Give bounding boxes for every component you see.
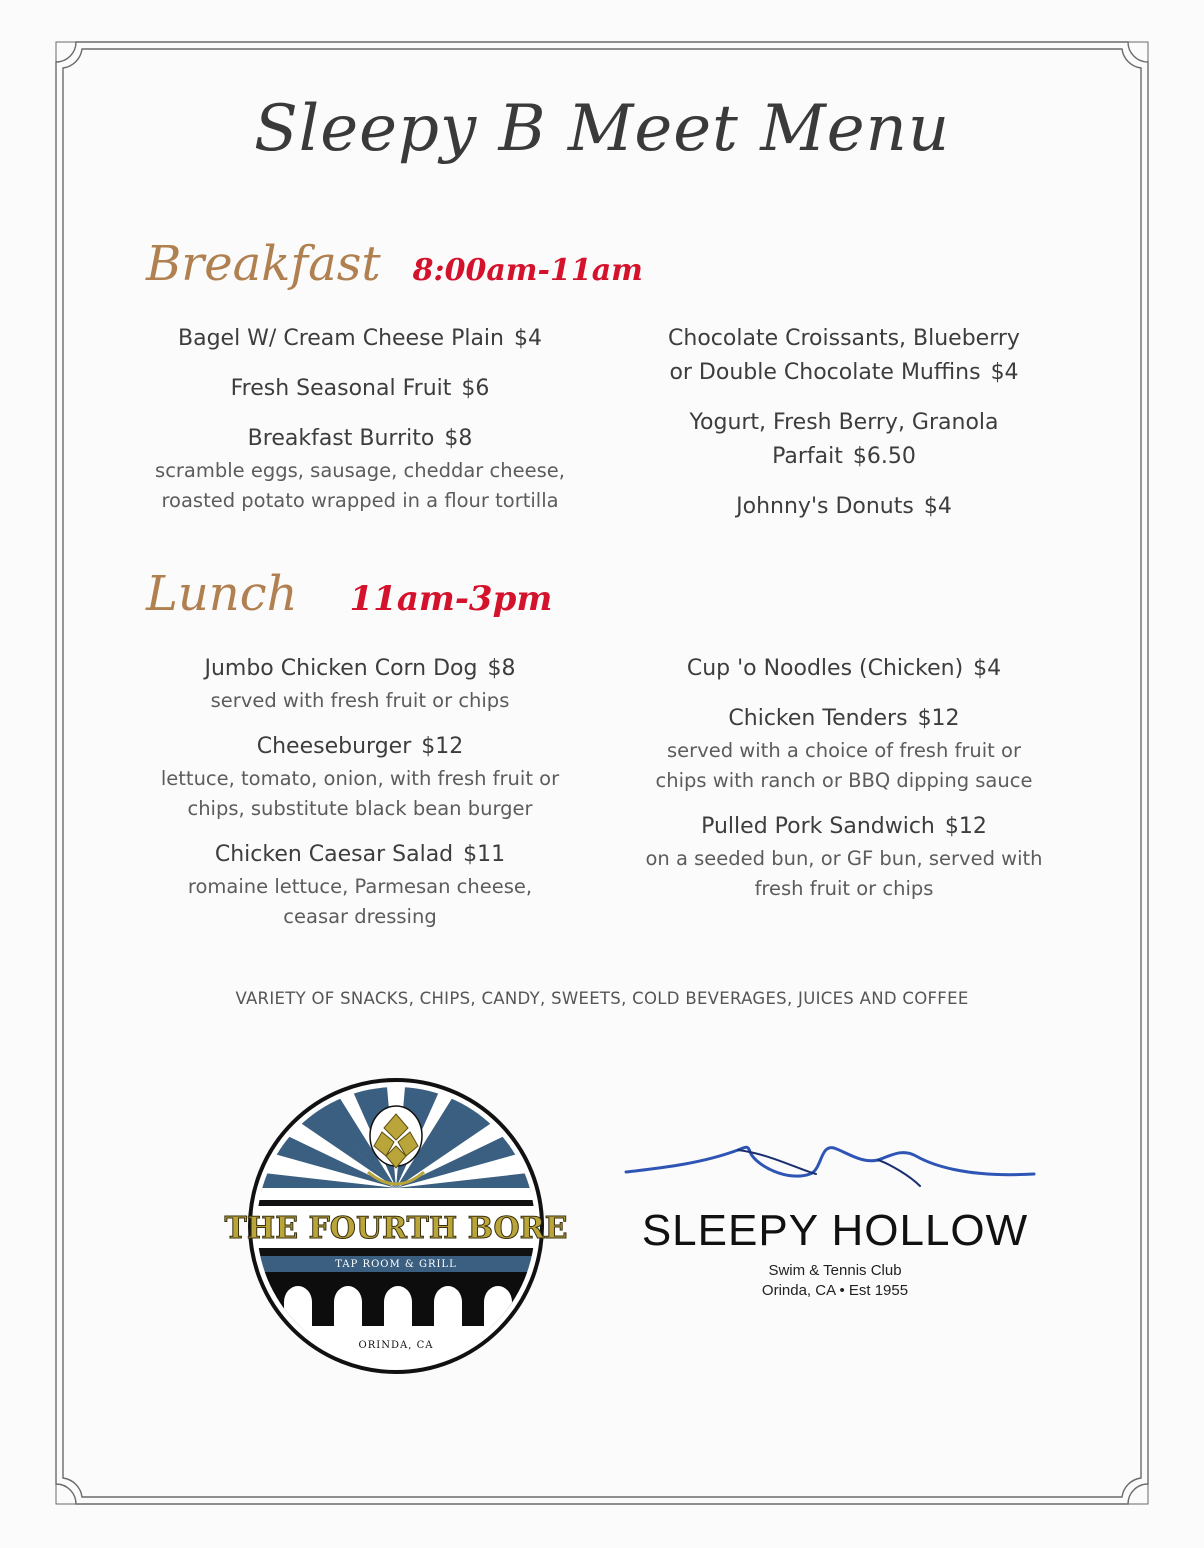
- item-price: $4: [990, 360, 1019, 385]
- item-price: $11: [463, 842, 506, 867]
- menu-item: [604, 652, 1084, 686]
- fourth-bore-tagline: TAP ROOM & GRILL: [335, 1259, 457, 1270]
- item-description: fresh fruit or chips: [754, 877, 934, 900]
- breakfast-header: [146, 236, 643, 292]
- lunch-title: Lunch: [146, 566, 298, 622]
- menu-item: [604, 322, 1084, 390]
- lunch-right-column: [604, 652, 1084, 918]
- item-name: or Double Chocolate Muffins: [669, 360, 981, 385]
- menu-title: Sleepy B Meet Menu: [253, 92, 951, 166]
- item-description: on a seeded bun, or GF bun, served with: [645, 847, 1043, 870]
- menu-item: [120, 422, 600, 516]
- item-price: $6.50: [852, 444, 916, 469]
- item-description: chips, substitute black bean burger: [187, 797, 533, 820]
- menu-item: [120, 838, 600, 932]
- menu-item: [604, 406, 1084, 474]
- menu-item: [120, 372, 600, 406]
- item-name: Parfait: [772, 444, 843, 469]
- item-price: $12: [421, 734, 464, 759]
- menu-item: [604, 490, 1084, 524]
- item-price: $12: [917, 706, 960, 731]
- item-description: chips with ranch or BBQ dipping sauce: [655, 769, 1033, 792]
- fourth-bore-location: ORINDA, CA: [358, 1340, 434, 1351]
- item-name: Chicken Caesar Salad: [214, 842, 454, 867]
- sleepy-hollow-subtitle: Swim & Tennis Club: [768, 1262, 902, 1279]
- item-description: ceasar dressing: [283, 905, 437, 928]
- fourth-bore-name: THE FOURTH BORE: [224, 1211, 568, 1246]
- snacks-note: VARIETY OF SNACKS, CHIPS, CANDY, SWEETS, COLD BEVERAGES, JUICES AND COFFEE: [235, 989, 969, 1008]
- item-name: Yogurt, Fresh Berry, Granola: [689, 410, 999, 435]
- item-name: Breakfast Burrito: [247, 426, 435, 451]
- breakfast-left-column: [120, 322, 600, 530]
- breakfast-title: Breakfast: [146, 236, 381, 292]
- item-name: Cheeseburger: [256, 734, 412, 759]
- item-name: Cup 'o Noodles (Chicken): [686, 656, 964, 681]
- item-description: served with a choice of fresh fruit or: [667, 739, 1021, 762]
- item-price: $4: [513, 326, 542, 351]
- item-description: lettuce, tomato, onion, with fresh fruit or: [160, 767, 560, 790]
- item-description: roasted potato wrapped in a flour tortilla: [161, 489, 559, 512]
- breakfast-right-column: [604, 322, 1084, 538]
- item-name: Fresh Seasonal Fruit: [230, 376, 452, 401]
- item-name: Bagel W/ Cream Cheese Plain: [178, 326, 504, 351]
- item-name: Chicken Tenders: [728, 706, 908, 731]
- item-name: Johnny's Donuts: [736, 494, 914, 519]
- menu-item: [604, 810, 1084, 904]
- breakfast-hours: 8:00am-11am: [412, 253, 643, 288]
- item-price: $6: [461, 376, 490, 401]
- item-description: romaine lettuce, Parmesan cheese,: [187, 875, 533, 898]
- item-name: Pulled Pork Sandwich: [701, 814, 935, 839]
- fourth-bore-logo: [224, 1076, 568, 1376]
- item-name: Jumbo Chicken Corn Dog: [204, 656, 478, 681]
- item-price: $8: [444, 426, 473, 451]
- sleepy-hollow-name: SLEEPY HOLLOW: [641, 1206, 1029, 1255]
- menu-item: [604, 702, 1084, 796]
- lunch-hours: 11am-3pm: [349, 579, 553, 619]
- item-description: scramble eggs, sausage, cheddar cheese,: [155, 459, 565, 482]
- item-price: $8: [487, 656, 516, 681]
- lunch-left-column: [120, 652, 600, 946]
- sleepy-hollow-mountain-icon: [620, 1130, 1040, 1202]
- sleepy-hollow-location: Orinda, CA • Est 1955: [761, 1282, 909, 1299]
- menu-item: [120, 652, 600, 716]
- item-name: Chocolate Croissants, Blueberry: [668, 326, 1020, 351]
- lunch-header: [146, 566, 552, 622]
- item-description: served with fresh fruit or chips: [210, 689, 510, 712]
- menu-item: [120, 322, 600, 356]
- item-price: $4: [923, 494, 952, 519]
- item-price: $4: [973, 656, 1002, 681]
- menu-item: [120, 730, 600, 824]
- item-price: $12: [944, 814, 987, 839]
